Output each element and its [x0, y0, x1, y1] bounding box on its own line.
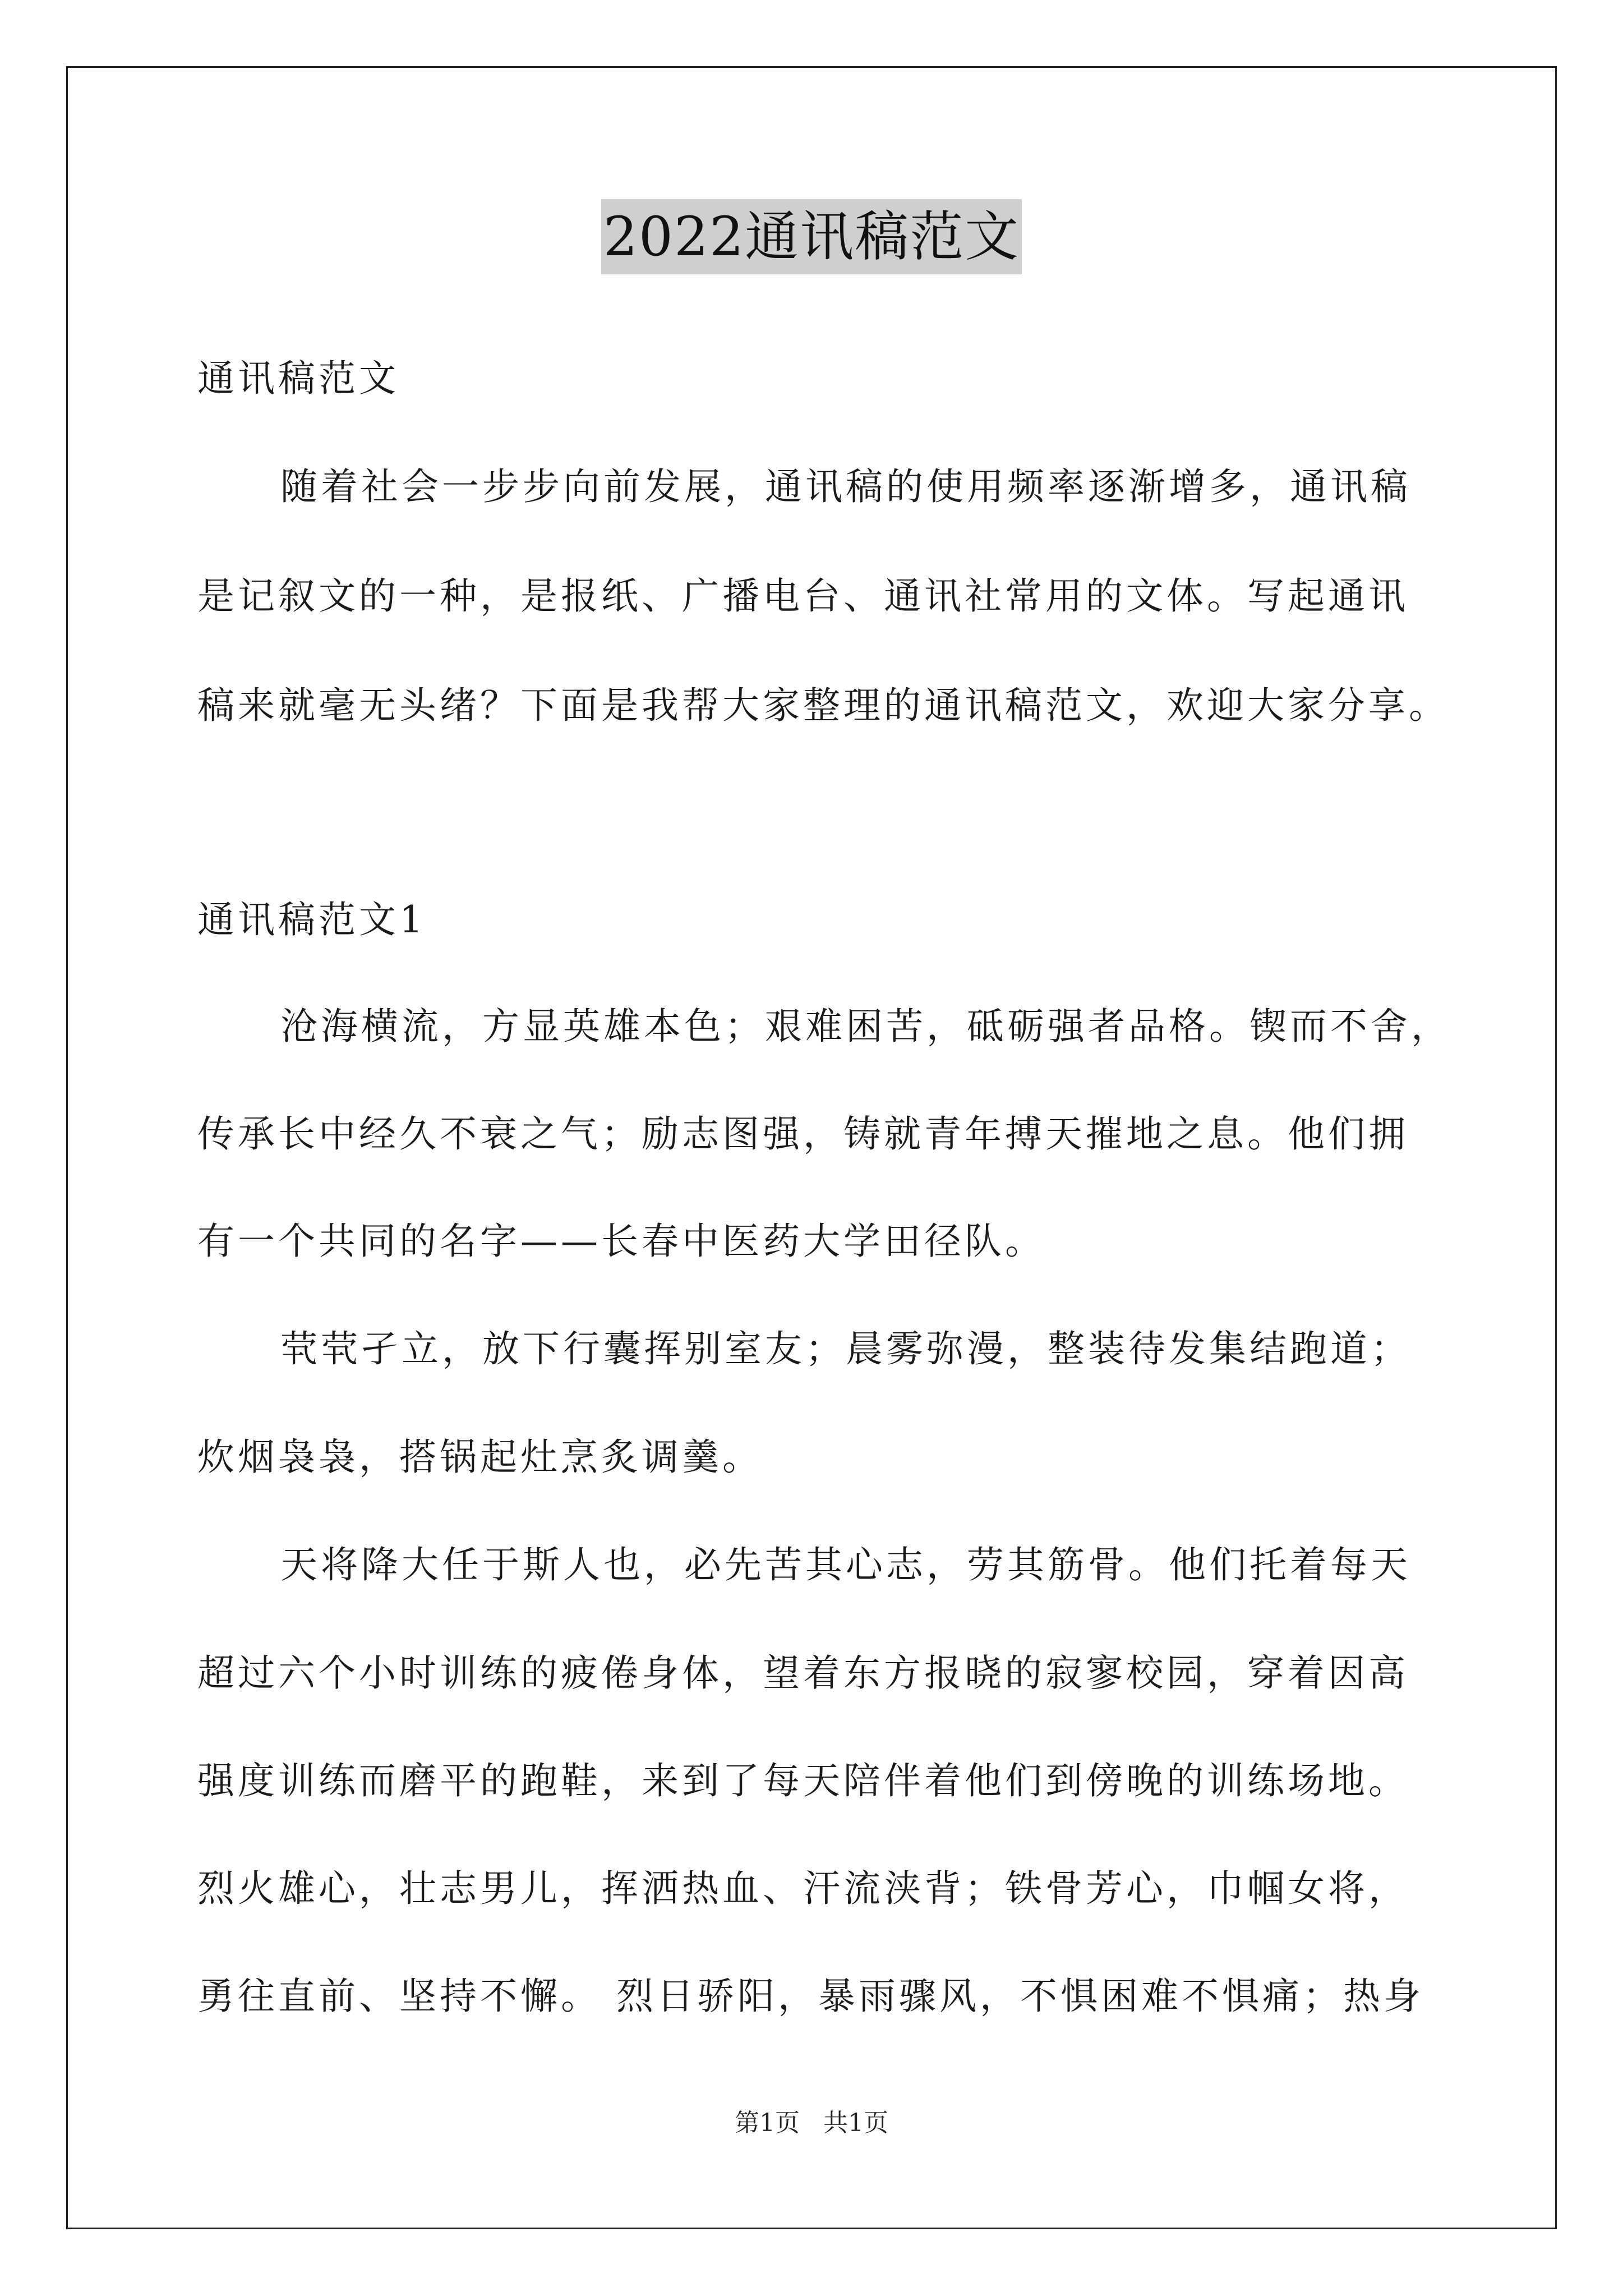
paragraph-line: 烈火雄心，壮志男儿，挥洒热血、汗流浃背；铁骨芳心，巾帼女将， — [197, 1867, 1409, 1910]
section-heading: 通讯稿范文 — [197, 357, 399, 400]
paragraph-line: 随着社会一步步向前发展，通讯稿的使用频率逐渐增多，通讯稿 — [280, 465, 1411, 508]
section-heading: 通讯稿范文1 — [197, 898, 426, 941]
paragraph-line: 是记叙文的一种，是报纸、广播电台、通讯社常用的文体。写起通讯 — [197, 574, 1409, 618]
paragraph-line: 天将降大任于斯人也，必先苦其心志，劳其筋骨。他们托着每天 — [280, 1543, 1411, 1586]
paragraph-line: 炊烟袅袅，搭锅起灶烹炙调羹。 — [197, 1435, 763, 1479]
paragraph-line: 稿来就毫无头绪？下面是我帮大家整理的通讯稿范文，欢迎大家分享。 — [197, 684, 1449, 727]
page-footer — [0, 2106, 1623, 2140]
paragraph-line: 勇往直前、坚持不懈。 烈日骄阳，暴雨骤风，不惧困难不惧痛；热身 — [197, 1975, 1424, 2018]
paragraph-line: 沧海横流，方显英雄本色；艰难困苦，砥砺强者品格。锲而不舍， — [280, 1005, 1451, 1048]
document-title: 2022通讯稿范文 — [601, 199, 1022, 274]
title-container — [0, 199, 1623, 274]
paragraph-line: 有一个共同的名字——长春中医药大学田径队。 — [197, 1220, 1045, 1263]
page-number: 第1页 — [735, 2109, 800, 2137]
paragraph-line: 传承长中经久不衰之气；励志图强，铸就青年搏天摧地之息。他们拥 — [197, 1112, 1409, 1156]
paragraph-line: 茕茕孑立，放下行囊挥别室友；晨雾弥漫，整装待发集结跑道； — [280, 1327, 1411, 1370]
paragraph-line: 强度训练而磨平的跑鞋，来到了每天陪伴着他们到傍晚的训练场地。 — [197, 1759, 1409, 1802]
paragraph-line: 超过六个小时训练的疲倦身体，望着东方报晓的寂寥校园，穿着因高 — [197, 1651, 1409, 1695]
page-total: 共1页 — [823, 2109, 888, 2137]
